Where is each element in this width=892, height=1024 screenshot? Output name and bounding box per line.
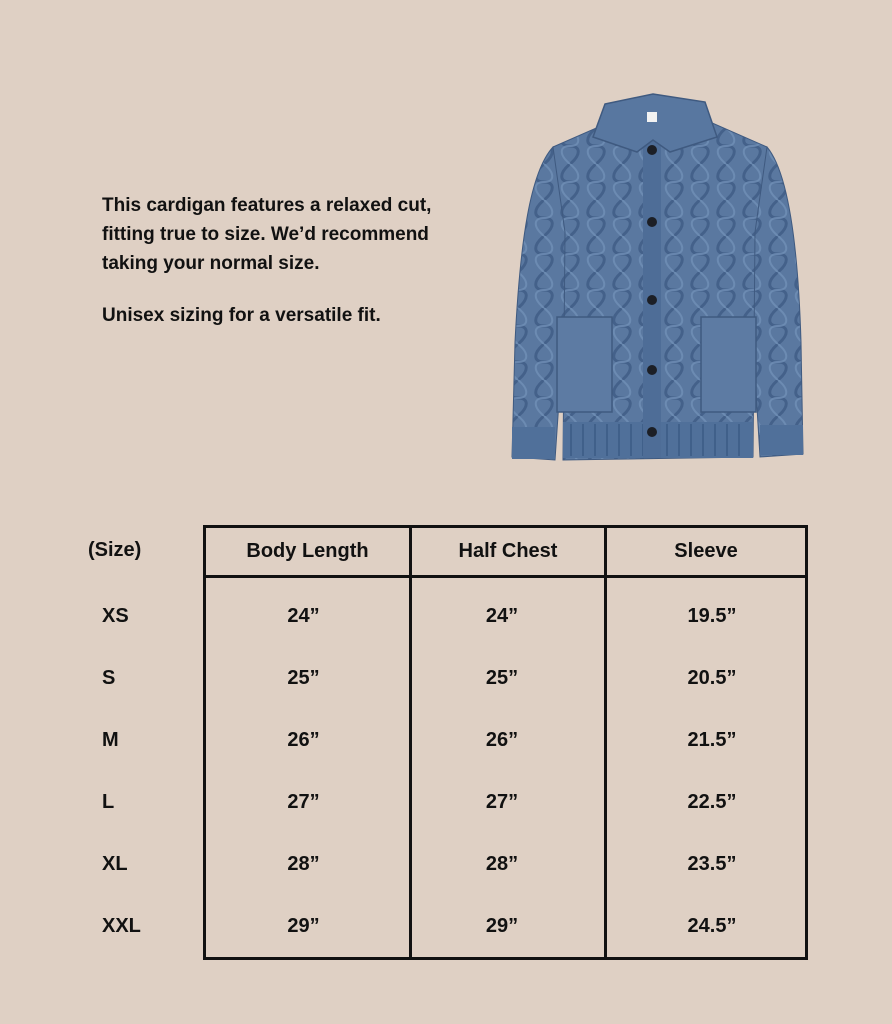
size-label-m: M [102,729,119,751]
size-label-s: S [102,667,116,689]
cell-sleeve: 24.5” [687,915,737,937]
cell-sleeve: 20.5” [687,667,737,689]
size-label-xl: XL [102,853,128,875]
header-divider [206,575,805,578]
cell-body-length: 29” [287,915,320,937]
size-column-header: (Size) [88,539,142,561]
cell-half-chest: 27” [485,791,519,813]
unisex-paragraph: Unisex sizing for a versatile fit. [102,305,381,326]
cell-body-length: 25” [287,667,320,689]
cell-body-length: 27” [287,791,320,813]
fit-paragraph: This cardigan features a relaxed cut, fitting true to size. We’d recommend taking your normal size. [102,195,432,274]
cell-half-chest: 24” [485,605,519,627]
cell-half-chest: 28” [485,853,519,875]
cell-half-chest: 26” [485,729,519,751]
cell-half-chest: 29” [485,915,519,937]
cell-sleeve: 23.5” [687,853,737,875]
size-label-xxl: XXL [102,915,141,937]
size-label-xs: XS [102,605,129,627]
product-description [102,191,482,353]
cell-body-length: 28” [287,853,320,875]
header-body-length: Body Length [246,540,369,562]
cell-half-chest: 25” [485,667,519,689]
cell-sleeve: 19.5” [687,605,737,627]
cell-body-length: 26” [287,729,320,751]
cell-sleeve: 22.5” [687,791,737,813]
size-chart-table [203,525,808,960]
size-label-l: L [102,791,115,813]
right-pocket [701,317,756,412]
header-sleeve: Sleeve [674,540,738,562]
header-half-chest: Half Chest [458,540,558,562]
cell-sleeve: 21.5” [687,729,737,751]
cardigan-image [505,92,810,467]
left-pocket [557,317,612,412]
cell-body-length: 24” [287,605,320,627]
